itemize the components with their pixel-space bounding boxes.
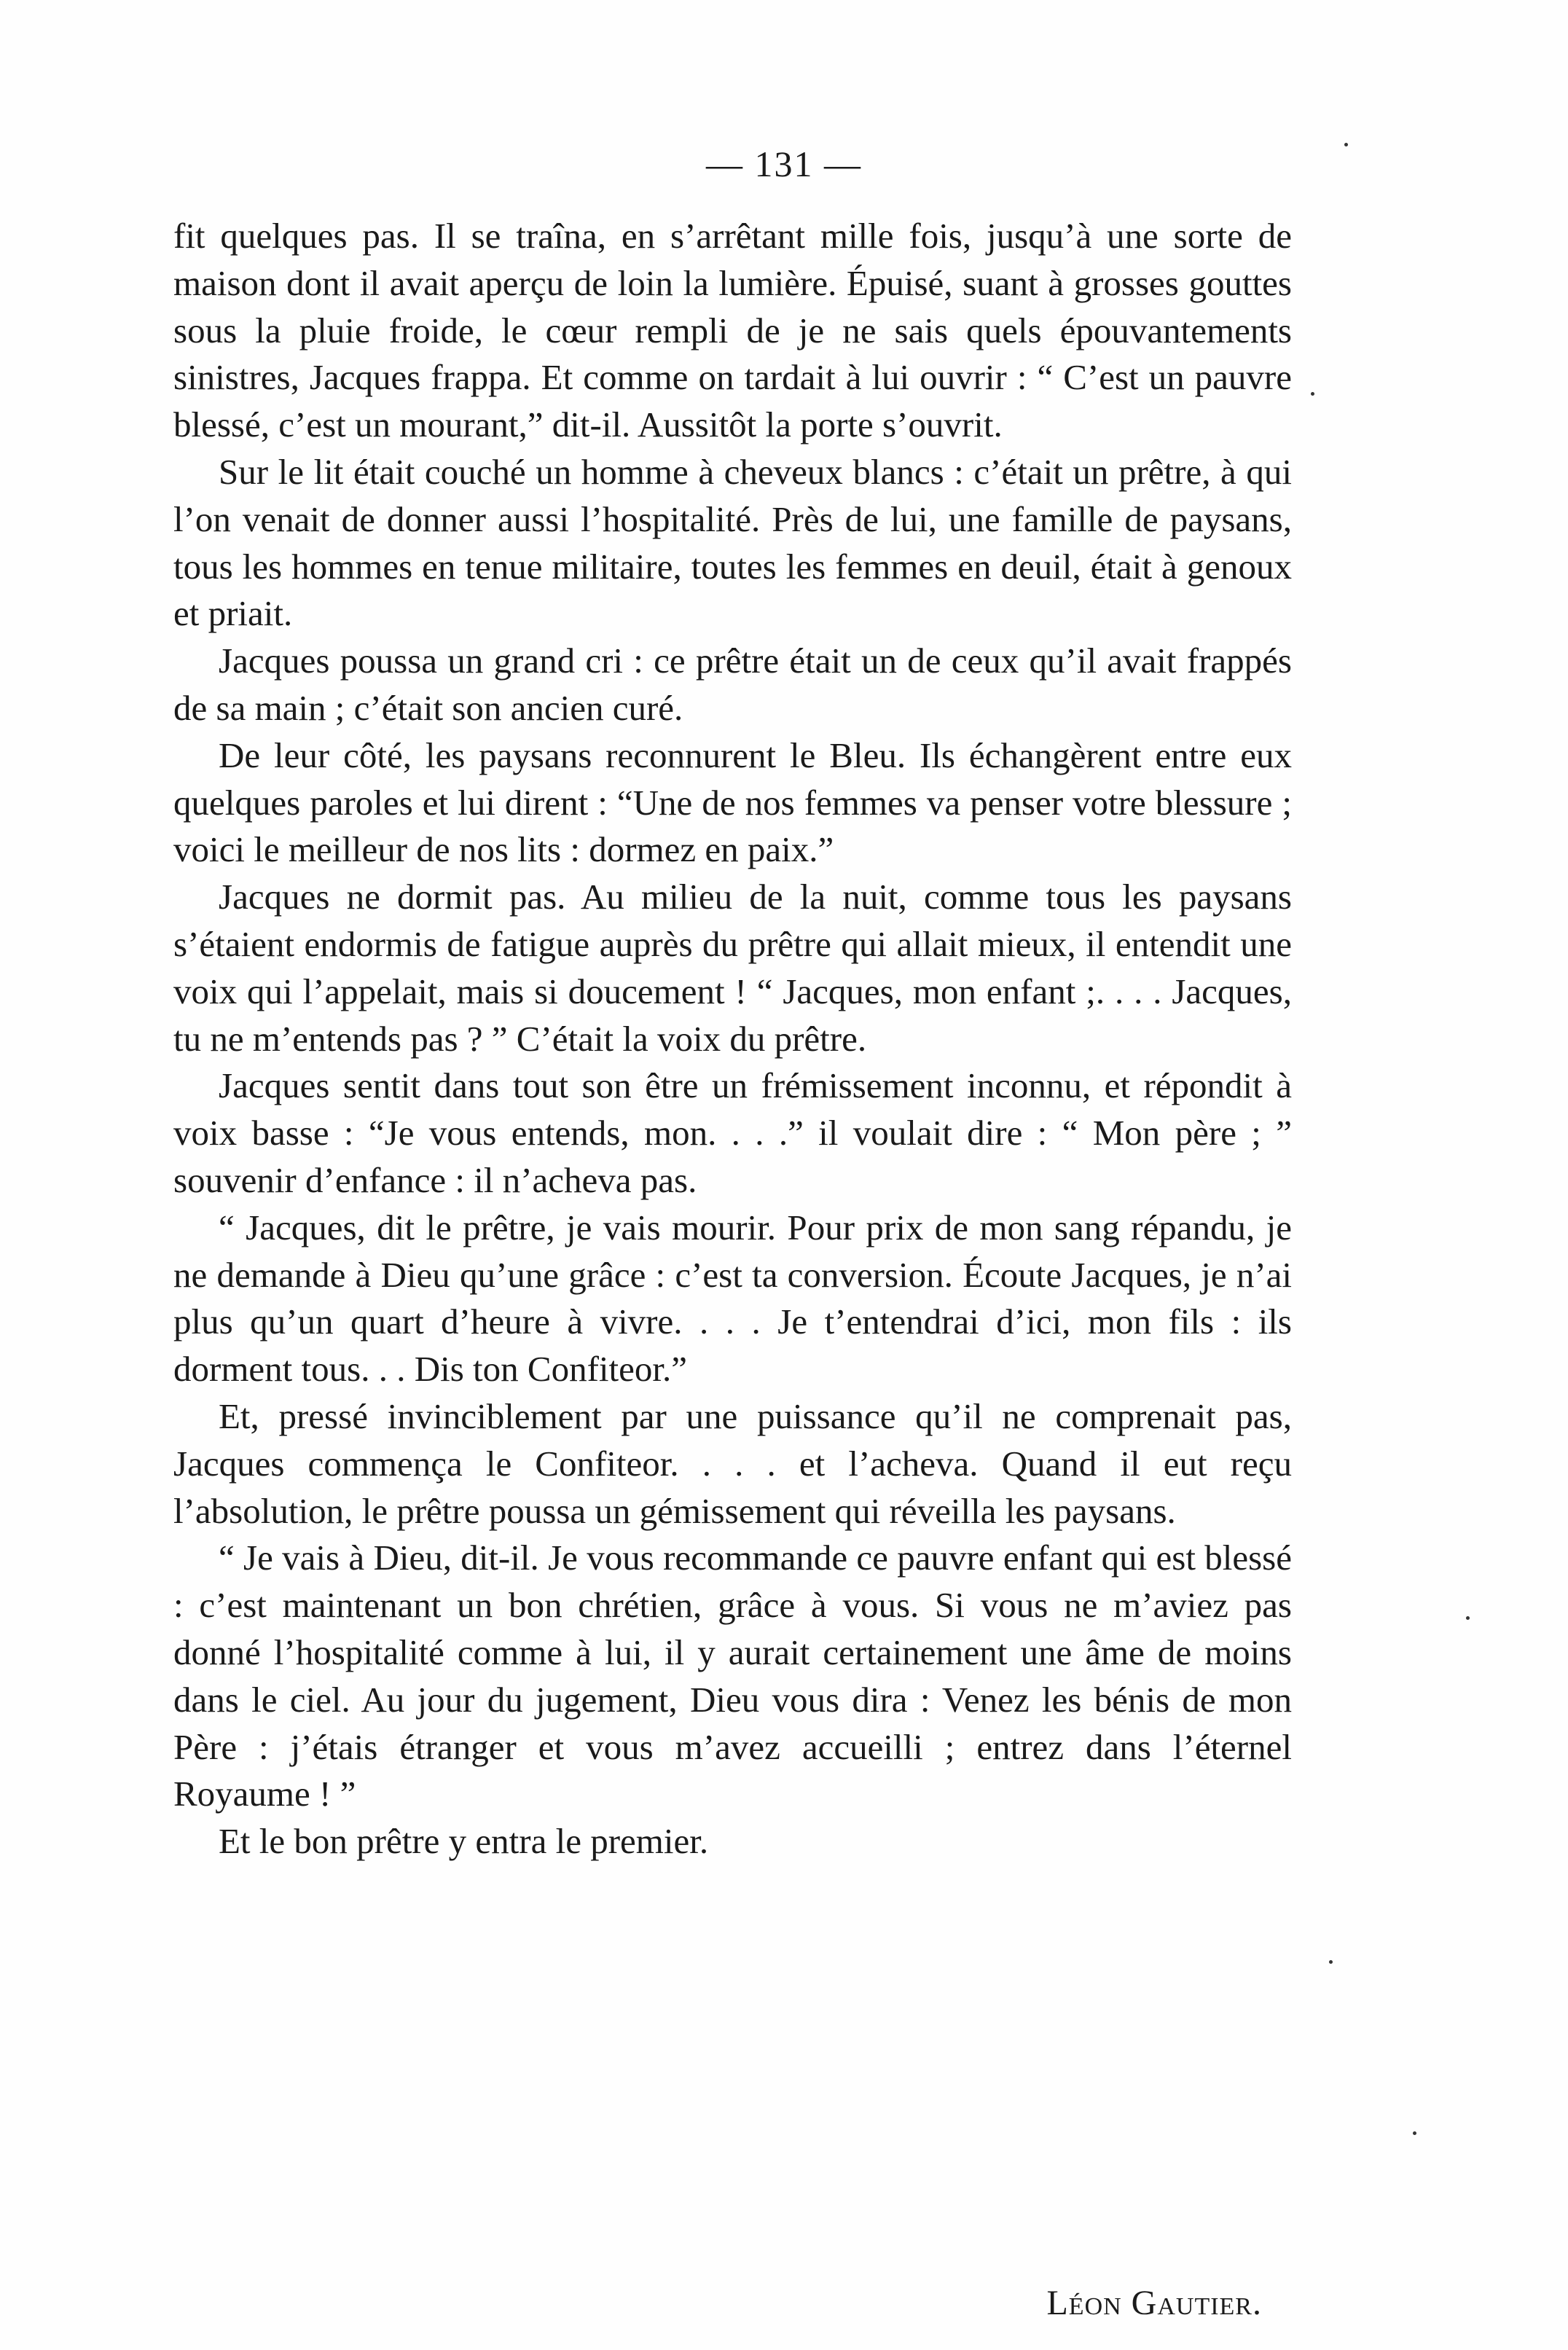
print-speck xyxy=(1329,1960,1333,1964)
paragraph-4: De leur côté, les paysans reconnurent le Bleu. Ils échangèrent entre eux quelques paroles et lui dirent : “Une de nos femmes va penser votre blessure ; voici le meilleur de nos lits : dormez en paix.” xyxy=(173,735,1292,870)
paragraph-7: “ Jacques, dit le prêtre, je vais mourir. Pour prix de mon sang répandu, je ne demande à Dieu qu’une grâce : c’est ta conversion. Écoute Jacques, je n’ai plus qu’un quart d’heure à vivre. . . . Je t’entendrai d’ici, mon fils : ils dorment tous. . . Dis ton Confiteor.” xyxy=(173,1207,1292,1390)
paragraph-10: Et le bon prêtre y entra le premier. xyxy=(219,1821,709,1862)
author-signature: Léon Gautier. xyxy=(1046,2284,1262,2322)
paragraph-8: Et, pressé invinciblement par une puissance qu’il ne comprenait pas, Jacques commença le Confiteor. . . . et l’acheva. Quand il eut reçu l’absolution, le prêtre poussa un gémissement qui réveilla les paysans. xyxy=(173,1395,1292,1531)
print-speck xyxy=(1311,392,1314,396)
page-number: — 131 — xyxy=(706,144,862,184)
paragraph-1: fit quelques pas. Il se traîna, en s’arrêtant mille fois, jusqu’à une sorte de maison dont il avait aperçu de loin la lumière. Épuisé, suant à grosses gouttes sous la pluie froide, le cœur rempli de je ne sais quels épouvantements sinistres, Jacques frappa. Et comme on tardait à lui ouvrir : “ C’est un pauvre blessé, c’est un mourant,” dit-il. Aussitôt la porte s’ouvrit. xyxy=(173,216,1292,445)
print-speck xyxy=(1344,143,1348,146)
paragraph-9: “ Je vais à Dieu, dit-il. Je vous recommande ce pauvre enfant qui est blessé : c’est maintenant un bon chrétien, grâce à vous. Si vous ne m’aviez pas donné l’hospitalité comme à lui, il y aurait certainement une âme de moins dans le ciel. Au jour du jugement, Dieu vous dira : Venez les bénis de mon Père : j’étais étranger et vous m’avez accueilli ; entrez dans l’éternel Royaume ! ” xyxy=(173,1538,1292,1814)
body-text xyxy=(173,213,1292,1865)
paragraph-6: Jacques sentit dans tout son être un frémissement inconnu, et répondit à voix basse : “Je vous entends, mon. . . .” il voulait dire : “ Mon père ; ” souvenir d’enfance : il n’acheva pas. xyxy=(173,1065,1292,1200)
paragraph-5: Jacques ne dormit pas. Au milieu de la nuit, comme tous les paysans s’étaient endormis de fatigue auprès du prêtre qui allait mieux, il entendit une voix qui l’appelait, mais si doucement ! “ Jacques, mon enfant ;. . . . Jacques, tu ne m’entends pas ? ” C’était la voix du prêtre. xyxy=(173,877,1292,1059)
paragraph-2: Sur le lit était couché un homme à cheveux blancs : c’était un prêtre, à qui l’on venait de donner aussi l’hospitalité. Près de lui, une famille de paysans, tous les hommes en tenue militaire, toutes les femmes en deuil, était à genoux et priait. xyxy=(173,451,1292,634)
paragraph-3: Jacques poussa un grand cri : ce prêtre était un de ceux qu’il avait frappés de sa main ; c’était son ancien curé. xyxy=(173,641,1292,728)
print-speck xyxy=(1466,1616,1470,1620)
print-speck xyxy=(1413,2131,1416,2135)
